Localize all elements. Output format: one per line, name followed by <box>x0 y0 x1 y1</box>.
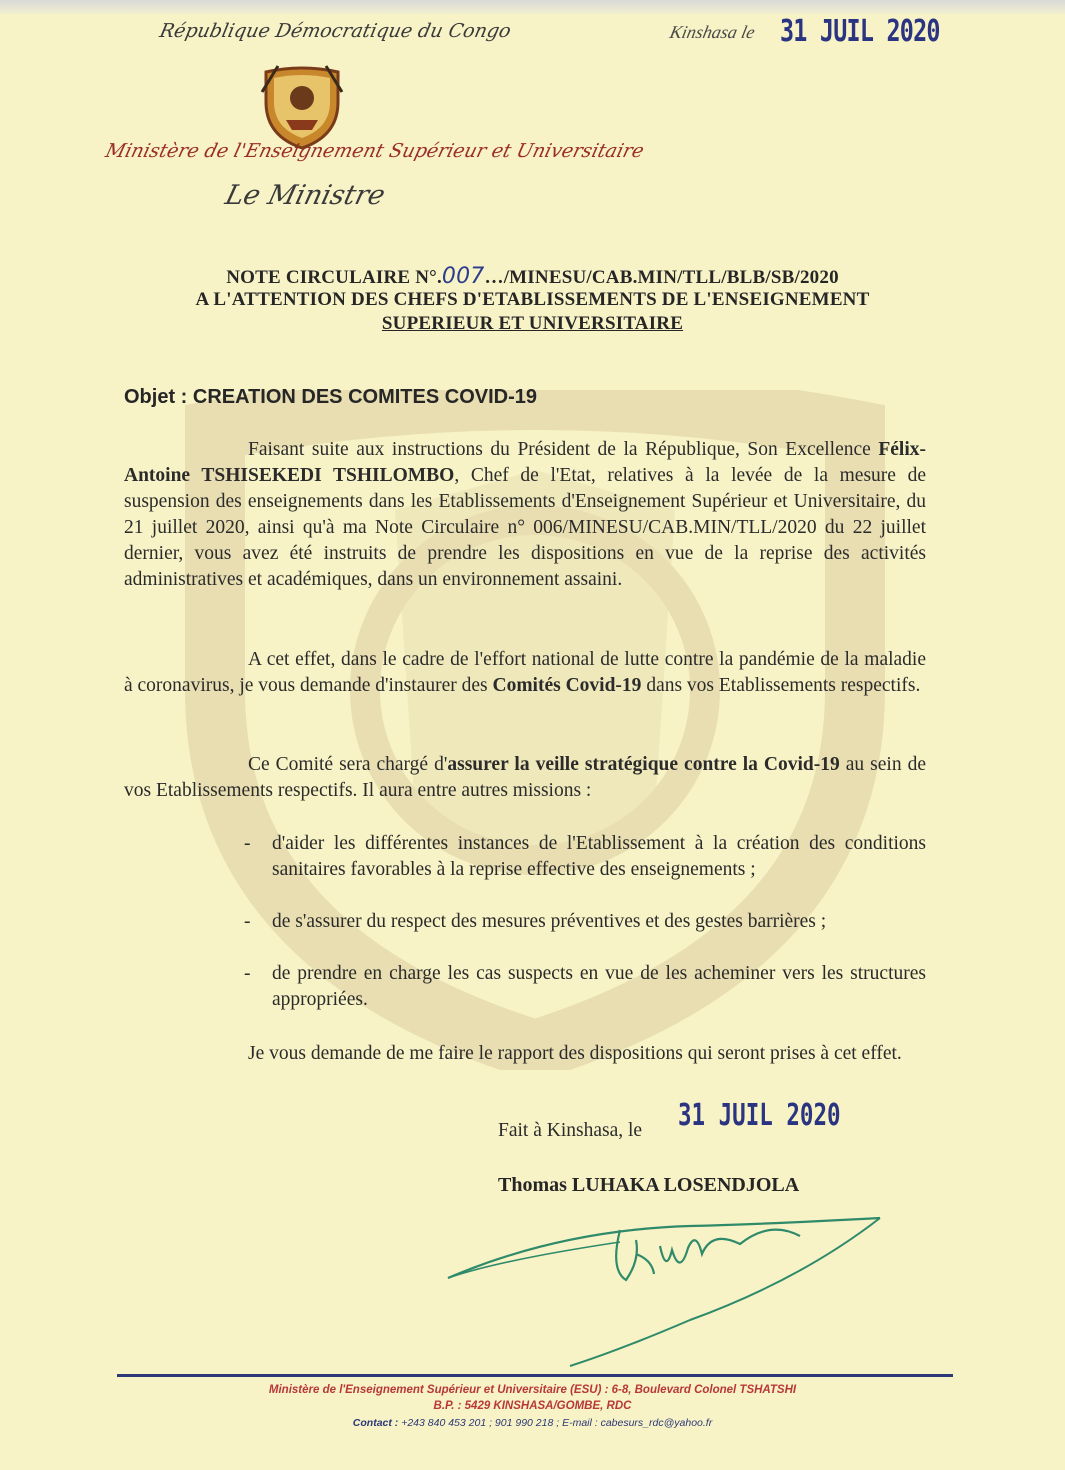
republic-heading: République Démocratique du Congo <box>157 20 513 42</box>
paragraph-4: Je vous demande de me faire le rapport des dispositions qui seront prises à cet effet. <box>248 1043 902 1064</box>
paragraph-3: Ce Comité sera chargé d'assurer la veille stratégique contre la Covid-19 au sein de vos Etablissements respectifs. Il aura entre autres missions : <box>124 754 926 801</box>
president-name: Félix-Antoine TSHISEKEDI TSHILOMBO <box>124 439 926 486</box>
signatory-name: Thomas LUHAKA LOSENDJOLA <box>498 1174 800 1196</box>
coat-of-arms-emblem <box>256 62 348 152</box>
date-stamp-bottom: 31 JUIL 2020 <box>678 1098 841 1133</box>
addressee-line: A L'ATTENTION DES CHEFS D'ETABLISSEMENTS DE L'ENSEIGNEMENT <box>195 289 870 310</box>
paragraph-1: Faisant suite aux instructions du Président de la République, Son Excellence Félix-Antoine TSHISEKEDI TSHILOMBO, Chef de l'Etat, relatives à la levée de la mesure de suspension des enseignements dans les Etablissements d'Enseignement Supérieur et Universitaire, du 21 juillet 2020, ainsi qu'à ma Note Circulaire n° 006/MINESU/CAB.MIN/TLL/2020 du 22 juillet dernier, vous avez été instruits de prendre les dispositions en vue de la reprise des activités administratives et académiques, dans un environnement assaini. <box>124 439 926 590</box>
list-item: - de prendre en charge les cas suspects en vue de les acheminer vers les structures appropriées. <box>244 963 926 1010</box>
footer-contact: Contact : +243 840 453 201 ; 901 990 218 ; E-mail : cabesurs_rdc@yahoo.fr <box>352 1417 713 1429</box>
mission-statement: assurer la veille stratégique contre la Covid-19 <box>447 754 840 775</box>
paragraph-2: A cet effet, dans le cadre de l'effort national de lutte contre la pandémie de la maladie à coronavirus, je vous demande d'instaurer des Comités Covid-19 dans vos Etablissements respectifs. <box>124 649 926 696</box>
footer-divider <box>117 1374 953 1377</box>
circular-prefix: NOTE CIRCULAIRE N°. <box>226 267 442 288</box>
subject-line: Objet : CREATION DES COMITES COVID-19 <box>124 386 537 408</box>
location-date-prefix: Kinshasa le <box>667 22 757 42</box>
screenshot-top-edge <box>0 0 1065 14</box>
minister-title: Le Ministre <box>222 180 389 211</box>
list-item: - d'aider les différentes instances de l'Etablissement à la création des conditions sanitaires favorables à la reprise effective des enseignements ; <box>244 833 926 880</box>
place-of-signature: Fait à Kinshasa, le <box>498 1120 643 1141</box>
circular-reference: …/MINESU/CAB.MIN/TLL/BLB/SB/2020 <box>484 267 839 288</box>
addressee-line-2: SUPERIEUR ET UNIVERSITAIRE <box>381 313 684 334</box>
ministry-heading: Ministère de l'Enseignement Supérieur et Universitaire <box>103 140 647 162</box>
footer-postal: B.P. : 5429 KINSHASA/GOMBE, RDC <box>433 1400 632 1412</box>
list-item: - de s'assurer du respect des mesures préventives et des gestes barrières ; <box>244 911 827 932</box>
circular-number-line <box>0 264 1065 289</box>
committee-term: Comités Covid-19 <box>492 675 642 696</box>
handwritten-signature <box>440 1190 890 1370</box>
handwritten-number: 007 <box>441 264 485 289</box>
date-stamp-top: 31 JUIL 2020 <box>780 14 940 49</box>
footer-address: Ministère de l'Enseignement Supérieur et Universitaire (ESU) : 6-8, Boulevard Colonel TSHATSHI <box>268 1384 797 1396</box>
